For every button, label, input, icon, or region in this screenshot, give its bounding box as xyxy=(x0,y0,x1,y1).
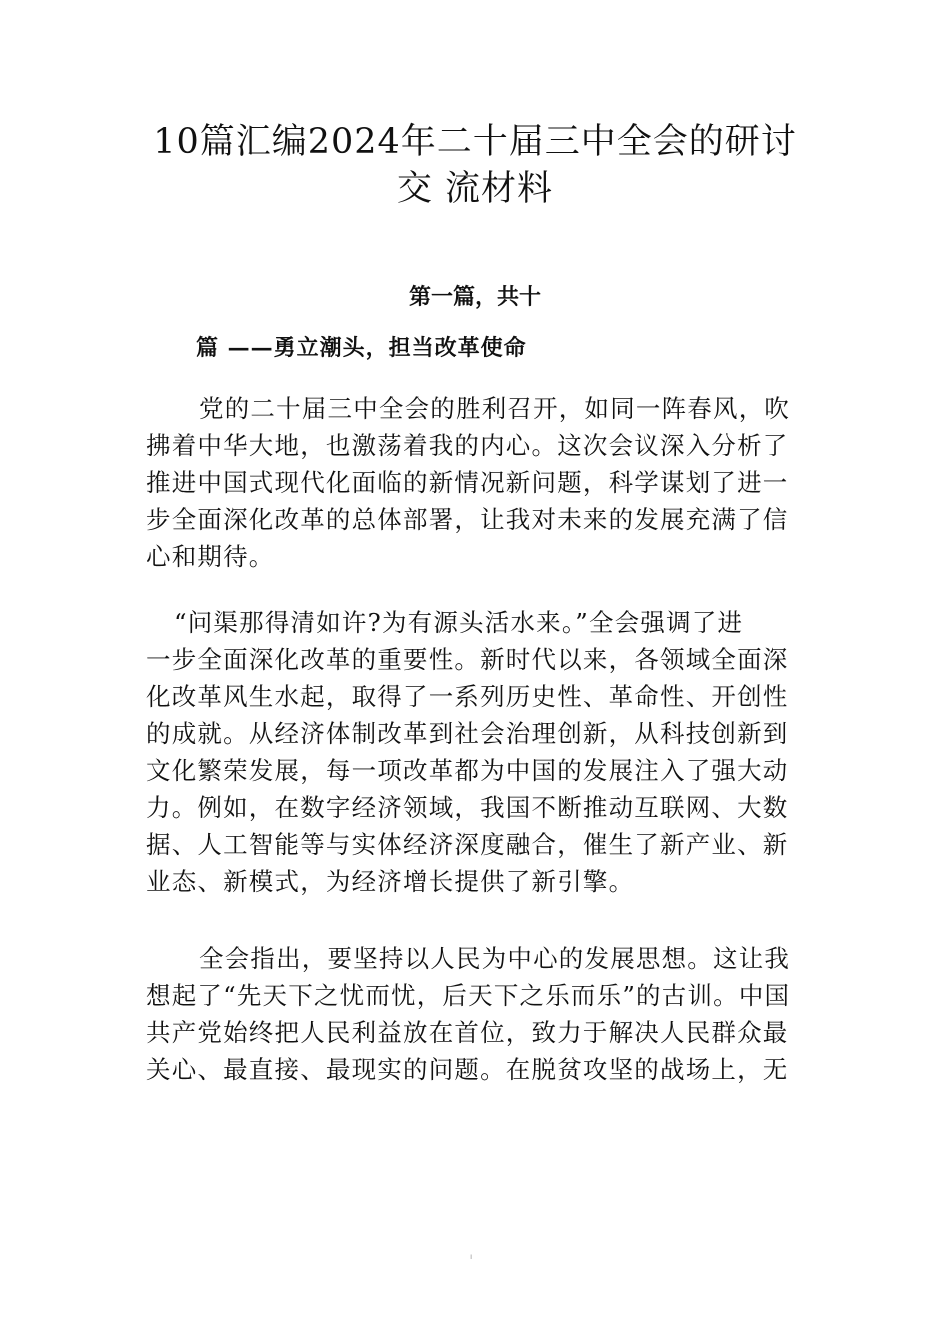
document-title-line-2: 交 流材料 xyxy=(396,169,554,209)
section-subtitle: 篇 ——勇立潮头，担当改革使命 xyxy=(196,335,527,361)
paragraph-line: 共产党始终把人民利益放在首位，致力于解决人民群众最 xyxy=(146,1018,789,1047)
page-number-mark: ı xyxy=(470,1252,473,1261)
paragraph-line: 一步全面深化改革的重要性。新时代以来，各领域全面深 xyxy=(146,645,789,674)
paragraph-line: 步全面深化改革的总体部署，让我对未来的发展充满了信 xyxy=(146,505,789,534)
paragraph-line: 力。例如，在数字经济领域，我国不断推动互联网、大数 xyxy=(146,793,789,822)
paragraph-2 xyxy=(146,604,806,900)
paragraph-line: 业态、新模式，为经济增长提供了新引擎。 xyxy=(146,867,635,896)
paragraph-3 xyxy=(146,940,806,1088)
paragraph-line: 据、人工智能等与实体经济深度融合，催生了新产业、新 xyxy=(146,830,789,859)
paragraph-line: 想起了“先天下之忧而忧，后天下之乐而乐”的古训。中国 xyxy=(146,981,791,1010)
paragraph-line: 的成就。从经济体制改革到社会治理创新，从科技创新到 xyxy=(146,719,789,748)
paragraph-line: 拂着中华大地，也激荡着我的内心。这次会议深入分析了 xyxy=(146,431,789,460)
section-heading: 第一篇，共十 xyxy=(408,284,541,310)
paragraph-line: 全会指出，要坚持以人民为中心的发展思想。这让我 xyxy=(199,944,791,973)
paragraph-line: 心和期待。 xyxy=(146,542,275,571)
paragraph-line: 文化繁荣发展，每一项改革都为中国的发展注入了强大动 xyxy=(146,756,789,785)
paragraph-line: 党的二十届三中全会的胜利召开，如同一阵春风，吹 xyxy=(199,394,791,423)
paragraph-line: 化改革风生水起，取得了一系列历史性、革命性、开创性 xyxy=(146,682,789,711)
paragraph-line: “问渠那得清如许?为有源头活水来。”全会强调了进 xyxy=(174,608,744,637)
paragraph-1 xyxy=(146,390,806,575)
document-title-line-1: 10篇汇编2024年二十届三中全会的研讨 xyxy=(153,122,797,162)
paragraph-line: 推进中国式现代化面临的新情况新问题，科学谋划了进一 xyxy=(146,468,789,497)
paragraph-line: 关心、最直接、最现实的问题。在脱贫攻坚的战场上，无 xyxy=(146,1055,789,1084)
